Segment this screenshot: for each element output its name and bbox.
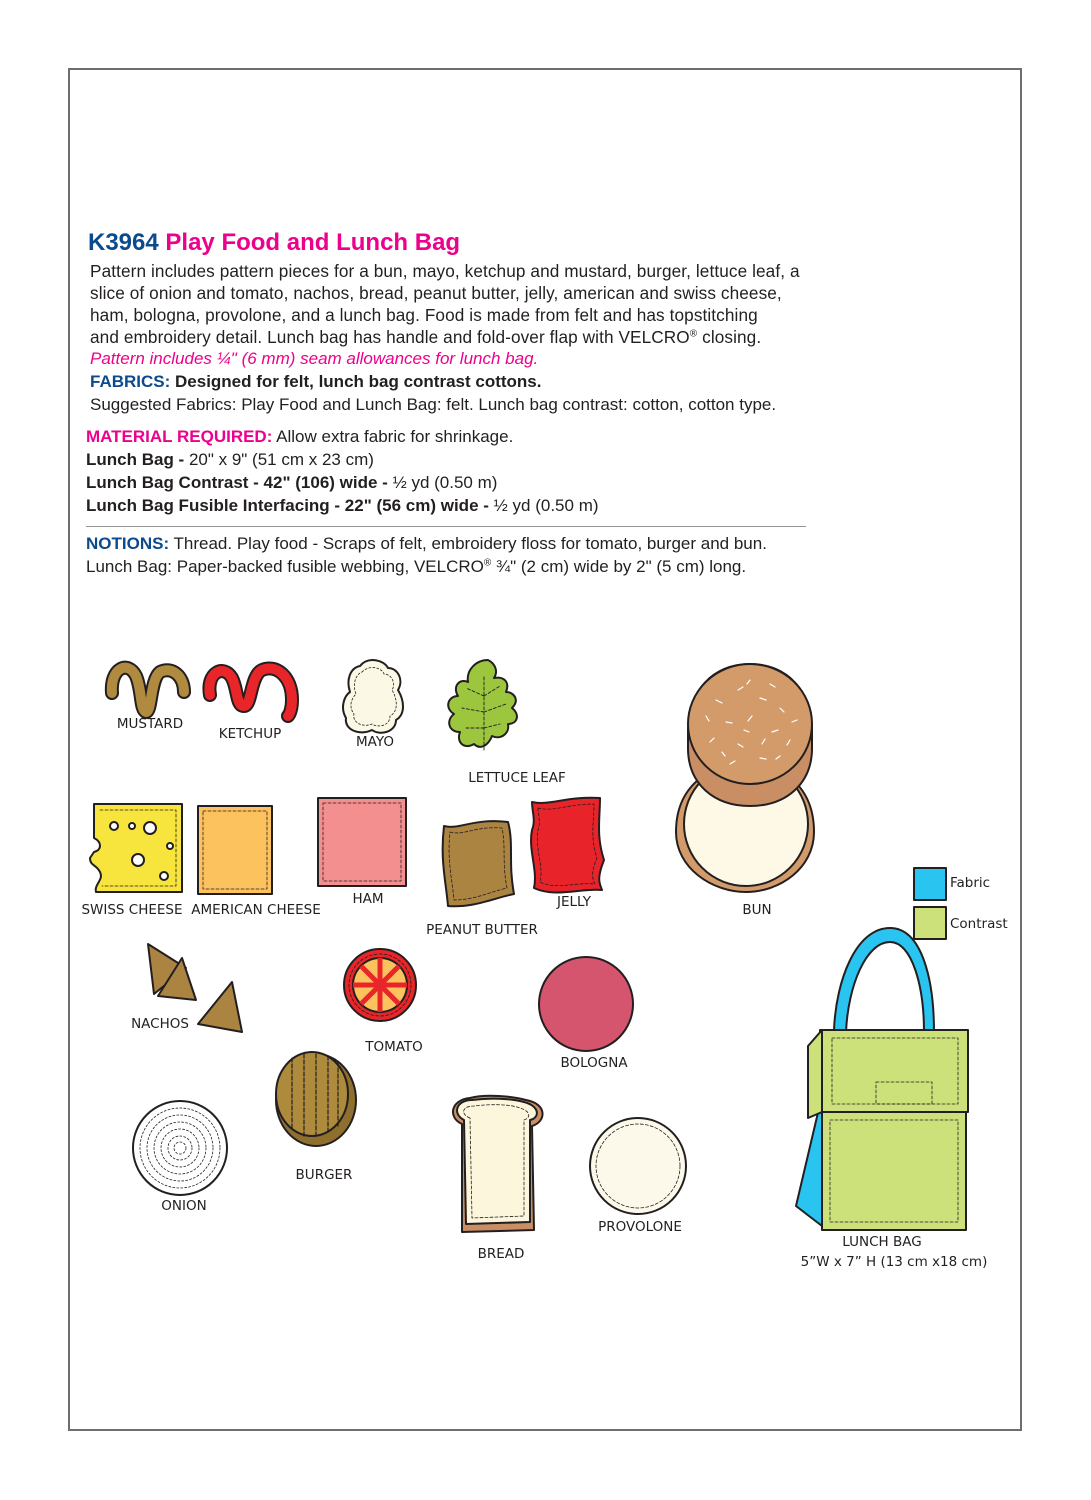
- lunch-bag-illustration: [796, 928, 968, 1230]
- legend-swatch-contrast: [914, 907, 946, 939]
- tomato-illustration: [344, 949, 416, 1021]
- label-mustard: MUSTARD: [116, 716, 184, 732]
- swiss-cheese-illustration: [90, 804, 182, 892]
- notions-text: Thread. Play food - Scraps of felt, embroidery floss for tomato, burger and bun.: [169, 534, 767, 553]
- material-value: ½ yd (0.50 m): [392, 473, 498, 492]
- label-lunch-bag: LUNCH BAG: [842, 1234, 922, 1250]
- suggested-fabrics: Suggested Fabrics: Play Food and Lunch Bag: felt. Lunch bag contrast: cotton, cotton type.: [90, 395, 777, 414]
- material-width: - 22" (56 cm) wide -: [329, 496, 494, 515]
- material-width: - 42" (106) wide -: [253, 473, 393, 492]
- label-peanut-butter: PEANUT BUTTER: [426, 922, 538, 938]
- label-burger: BURGER: [295, 1167, 353, 1183]
- mayo-illustration: [343, 660, 403, 733]
- label-bologna: BOLOGNA: [560, 1055, 628, 1071]
- pattern-title: Play Food and Lunch Bag: [165, 229, 461, 256]
- material-name: Lunch Bag Contrast: [86, 473, 254, 492]
- american-cheese-illustration: [198, 806, 272, 894]
- description-line-text: closing.: [697, 327, 762, 347]
- label-onion: ONION: [161, 1198, 207, 1214]
- label-nachos: NACHOS: [131, 1016, 189, 1032]
- seam-allowance-note: Pattern includes ¼" (6 mm) seam allowances for lunch bag.: [90, 349, 539, 368]
- onion-illustration: [133, 1101, 227, 1195]
- label-tomato: TOMATO: [365, 1039, 423, 1055]
- burger-illustration: [276, 1052, 356, 1146]
- material-value: 20" x 9" (51 cm x 23 cm): [188, 450, 374, 469]
- label-provolone: PROVOLONE: [598, 1219, 682, 1235]
- lettuce-illustration: [448, 660, 517, 747]
- ketchup-illustration: [209, 668, 292, 716]
- bun-illustration: [676, 664, 814, 892]
- legend: [914, 868, 946, 939]
- legend-swatch-fabric: [914, 868, 946, 900]
- fabrics-designed: Designed for felt, lunch bag contrast cottons.: [170, 372, 542, 391]
- label-american-cheese: AMERICAN CHEESE: [191, 902, 321, 918]
- registered-mark: ®: [689, 328, 698, 340]
- label-bread: BREAD: [477, 1246, 525, 1262]
- notions-text: Lunch Bag: Paper-backed fusible webbing, VELCRO: [86, 557, 484, 576]
- label-lunch-bag-size: 5”W x 7” H (13 cm x18 cm): [800, 1254, 988, 1270]
- pattern-code: K3964: [88, 229, 159, 256]
- jelly-illustration: [531, 798, 604, 893]
- label-ketchup: KETCHUP: [218, 726, 282, 742]
- notions-label: NOTIONS:: [86, 534, 170, 553]
- label-swiss-cheese: SWISS CHEESE: [81, 902, 183, 918]
- notions-text: ¾" (2 cm) wide by 2" (5 cm) long.: [491, 557, 747, 576]
- fabrics-label: FABRICS:: [90, 372, 171, 391]
- registered-mark: ®: [483, 557, 492, 569]
- material-value: ½ yd (0.50 m): [493, 496, 599, 515]
- material-label: MATERIAL REQUIRED:: [86, 427, 273, 446]
- label-mayo: MAYO: [356, 734, 394, 750]
- label-jelly: JELLY: [556, 894, 592, 910]
- material-note: Allow extra fabric for shrinkage.: [272, 427, 514, 446]
- ham-illustration: [318, 798, 406, 886]
- bologna-illustration: [539, 957, 633, 1051]
- description-line: ham, bologna, provolone, and a lunch bag. Food is made from felt and has topstitching: [90, 305, 758, 325]
- legend-label-contrast: Contrast: [950, 916, 1008, 932]
- description-line-text: and embroidery detail. Lunch bag has handle and fold-over flap with VELCRO: [90, 327, 690, 347]
- bread-illustration: [453, 1096, 543, 1232]
- label-lettuce-leaf: LETTUCE LEAF: [468, 770, 566, 786]
- description-line: slice of onion and tomato, nachos, bread, peanut butter, jelly, american and swiss cheese,: [90, 283, 782, 303]
- material-name: Lunch Bag Fusible Interfacing: [86, 496, 330, 515]
- material-name: Lunch Bag -: [86, 450, 189, 469]
- label-ham: HAM: [352, 891, 384, 907]
- mustard-illustration: [112, 668, 184, 712]
- peanut-butter-illustration: [443, 821, 514, 906]
- legend-label-fabric: Fabric: [950, 875, 991, 891]
- label-bun: BUN: [742, 902, 772, 918]
- provolone-illustration: [590, 1118, 686, 1214]
- description-line: Pattern includes pattern pieces for a bun, mayo, ketchup and mustard, burger, lettuce leaf, a: [90, 261, 800, 281]
